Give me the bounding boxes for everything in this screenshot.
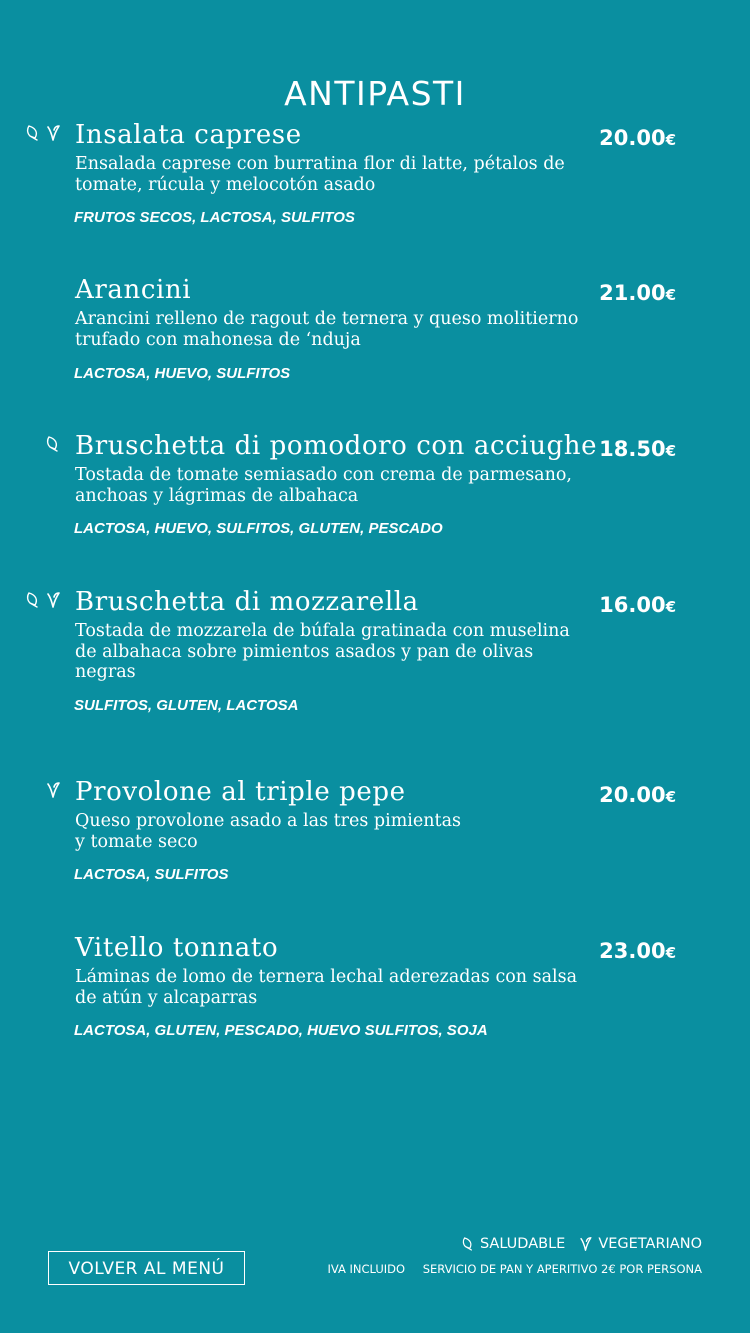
leaf-icon — [46, 435, 60, 453]
item-name: Bruschetta di mozzarella — [75, 587, 419, 617]
item-icons — [26, 591, 66, 613]
item-name: Arancini — [75, 275, 192, 305]
item-icons — [26, 781, 66, 803]
footer-note — [327, 1262, 702, 1276]
leaf-icon — [462, 1236, 474, 1252]
back-to-menu-button[interactable]: VOLVER AL MENÚ — [48, 1251, 245, 1285]
sprout-icon — [46, 591, 60, 609]
legend-healthy — [462, 1236, 565, 1252]
currency-symbol: € — [665, 788, 676, 806]
sprout-icon — [579, 1236, 592, 1252]
currency-symbol: € — [665, 598, 676, 616]
item-description: Ensalada caprese con burratina flor di latte, pétalos de tomate, rúcula y melocotón asado — [75, 154, 565, 195]
item-allergens: LACTOSA, HUEVO, SULFITOS — [74, 365, 291, 382]
item-price: 20.00€ — [599, 126, 676, 150]
vat-note: IVA INCLUIDO — [327, 1262, 406, 1276]
legend-healthy-label: SALUDABLE — [479, 1236, 566, 1252]
item-description: Arancini relleno de ragout de ternera y queso molitierno trufado con mahonesa de ‘nduja — [75, 309, 579, 350]
currency-symbol: € — [665, 286, 676, 304]
item-description: Láminas de lomo de ternera lechal aderezadas con salsa de atún y alcaparras — [75, 967, 578, 1008]
sprout-icon — [46, 781, 60, 799]
currency-symbol: € — [665, 944, 676, 962]
item-price: 23.00€ — [599, 939, 676, 963]
item-name: Vitello tonnato — [75, 933, 279, 963]
leaf-icon — [26, 591, 40, 609]
item-price: 20.00€ — [599, 783, 676, 807]
item-allergens: LACTOSA, SULFITOS — [74, 866, 229, 883]
page-title: ANTIPASTI — [284, 74, 466, 114]
item-price: 21.00€ — [599, 281, 676, 305]
service-note: SERVICIO DE PAN Y APERITIVO 2€ POR PERSONA — [422, 1262, 702, 1276]
legend-vegetarian-label: VEGETARIANO — [598, 1236, 702, 1252]
legend — [462, 1233, 702, 1255]
item-allergens: LACTOSA, GLUTEN, PESCADO, HUEVO SULFITOS, SOJA — [74, 1022, 488, 1039]
sprout-icon — [46, 124, 60, 142]
legend-vegetarian — [579, 1236, 702, 1252]
item-description: Tostada de tomate semiasado con crema de parmesano, anchoas y lágrimas de albahaca — [75, 465, 572, 506]
item-description: Queso provolone asado a las tres pimientas y tomate seco — [75, 811, 461, 852]
item-allergens: SULFITOS, GLUTEN, LACTOSA — [74, 697, 299, 714]
item-description: Tostada de mozzarela de búfala gratinada con muselina de albahaca sobre pimientos asados y pan de olivas negras — [75, 621, 570, 682]
item-price: 18.50€ — [599, 437, 676, 461]
currency-symbol: € — [665, 442, 676, 460]
item-price: 16.00€ — [599, 593, 676, 617]
item-icons — [26, 124, 66, 146]
item-allergens: FRUTOS SECOS, LACTOSA, SULFITOS — [74, 209, 355, 226]
item-name: Provolone al triple pepe — [75, 777, 406, 807]
item-name: Bruschetta di pomodoro con acciughe — [75, 431, 598, 461]
item-icons — [26, 435, 66, 457]
leaf-icon — [26, 124, 40, 142]
item-allergens: LACTOSA, HUEVO, SULFITOS, GLUTEN, PESCADO — [74, 520, 443, 537]
item-name: Insalata caprese — [75, 120, 302, 150]
currency-symbol: € — [665, 131, 676, 149]
